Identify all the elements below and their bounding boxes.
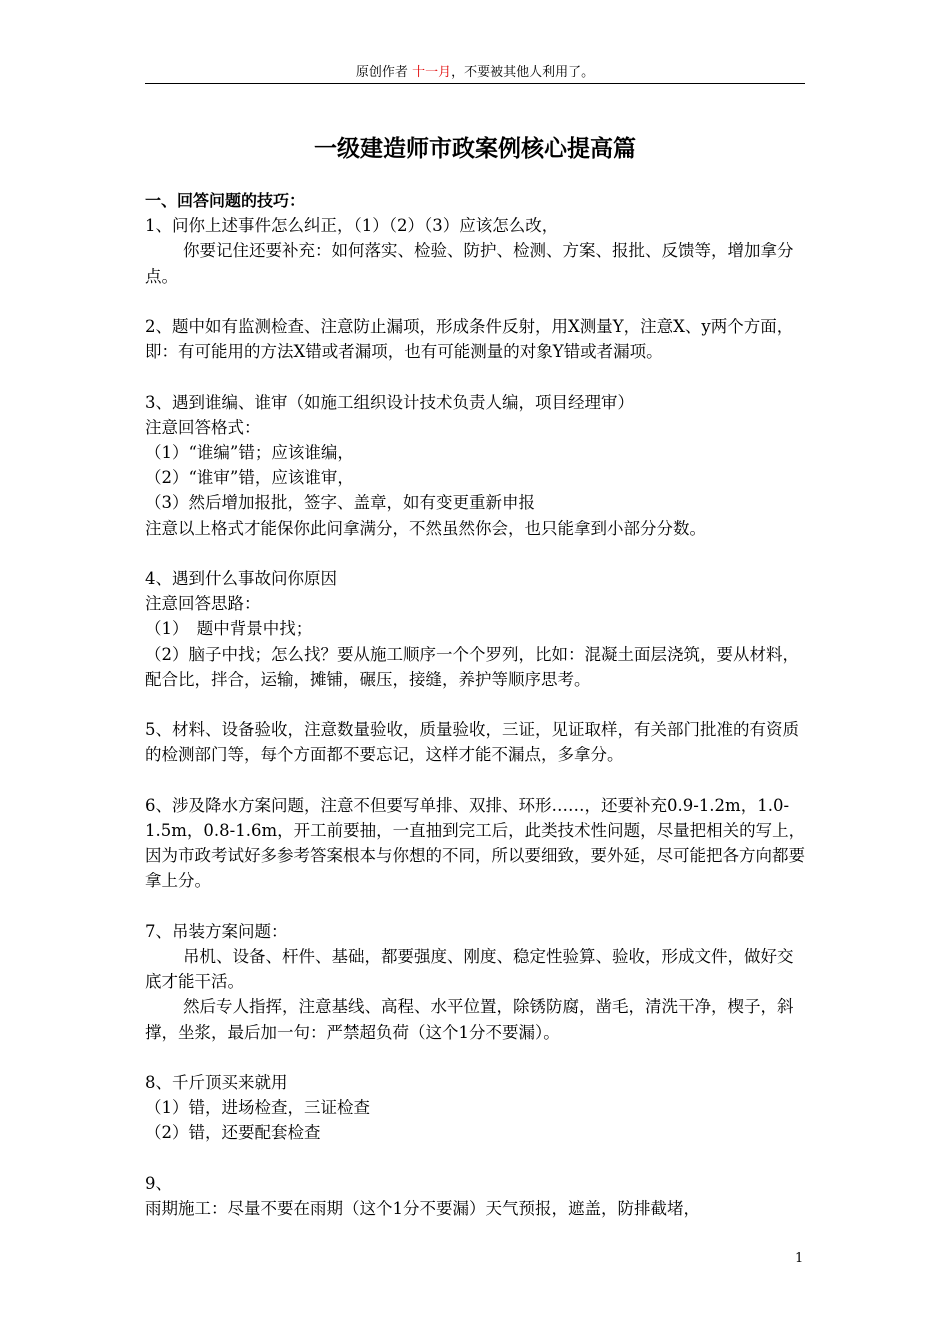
- spacer: [145, 894, 807, 919]
- paragraph-5: 5、材料、设备验收，注意数量验收，质量验收，三证，见证取样，有关部门批准的有资质的检测部门等，每个方面都不要忘记，这样才能不漏点，多拿分。: [145, 720, 799, 765]
- header-author: 十一月: [412, 65, 452, 80]
- spacer: [145, 364, 807, 389]
- paragraph-2: 2、题中如有监测检查、注意防止漏项，形成条件反射，用X测量Y，注意X、y两个方面，即：有可能用的方法X错或者漏项，也有可能测量的对象Y错或者漏项。: [145, 317, 794, 362]
- spacer: [145, 1045, 807, 1070]
- paragraph-4: 4、遇到什么事故问你原因: [145, 569, 337, 588]
- spacer: [145, 1146, 807, 1171]
- paragraph-6: 6、涉及降水方案问题，注意不但要写单排、双排、环形……，还要补充0.9-1.2m，1.0-1.5m，0.8-1.6m，开工前要抽，一直抽到完工后，此类技术性问题，尽量把相关的写上，因为市政考试好多参考答案根本与你想的不同，所以要细致，要外延，尽可能把各方向都要拿上分。: [145, 795, 806, 891]
- paragraph-3b: （1）“谁编”错；应该谁编，: [145, 443, 354, 462]
- paragraph-3a: 注意回答格式：: [145, 417, 261, 437]
- spacer: [145, 768, 807, 793]
- page-header: [145, 65, 805, 81]
- paragraph-1: 1、问你上述事件怎么纠正，（1）（2）（3）应该怎么改，: [145, 216, 559, 236]
- paragraph-9a: 雨期施工：尽量不要在雨期（这个1分不要漏）天气预报，遮盖，防排截堵，: [145, 1199, 700, 1218]
- header-prefix: 原创作者: [355, 65, 408, 80]
- paragraph-7b: 然后专人指挥，注意基线、高程、水平位置，除锈防腐，凿毛，清洗干净，楔子，斜撑，坐浆，最后加一句：严禁超负荷（这个1分不要漏）。: [145, 997, 794, 1042]
- paragraph-4c: （2）脑子中找；怎么找？要从施工顺序一个个罗列，比如：混凝土面层浇筑，要从材料，配合比，拌合，运输，摊铺，碾压，接缝，养护等顺序思考。: [145, 644, 799, 689]
- paragraph-4b: （1） 题中背景中找；: [145, 619, 313, 639]
- header-suffix: ，不要被其他人利用了。: [451, 65, 595, 80]
- header-rule: [145, 83, 805, 84]
- document-body: [145, 188, 807, 1221]
- spacer: [145, 692, 807, 717]
- spacer: [145, 289, 807, 314]
- paragraph-8b: （2）错，还要配套检查: [145, 1123, 321, 1143]
- spacer: [145, 541, 807, 566]
- paragraph-3c: （2）“谁审”错，应该谁审，: [145, 468, 354, 488]
- paragraph-3: 3、遇到谁编、谁审（如施工组织设计技术负责人编，项目经理审）: [145, 392, 634, 412]
- paragraph-3d: （3）然后增加报批，签字、盖章，如有变更重新申报: [145, 493, 535, 513]
- section-heading: 一、回答问题的技巧：: [145, 191, 306, 210]
- paragraph-1b: 你要记住还要补充：如何落实、检验、防护、检测、方案、报批、反馈等，增加拿分点。: [145, 241, 794, 286]
- paragraph-7: 7、吊装方案问题：: [145, 921, 288, 941]
- paragraph-7a: 吊机、设备、杆件、基础，都要强度、刚度、稳定性验算、验收，形成文件，做好交底才能干活。: [145, 947, 794, 992]
- page-number: 1: [795, 1251, 804, 1266]
- paragraph-4a: 注意回答思路：: [145, 594, 261, 614]
- paragraph-3e: 注意以上格式才能保你此问拿满分，不然虽然你会，也只能拿到小部分分数。: [145, 518, 706, 538]
- paragraph-9: 9、: [145, 1173, 172, 1193]
- paragraph-8: 8、千斤顶买来就用: [145, 1073, 288, 1092]
- paragraph-8a: （1）错，进场检查，三证检查: [145, 1098, 370, 1118]
- page-title: 一级建造师市政案例核心提高篇: [314, 136, 636, 162]
